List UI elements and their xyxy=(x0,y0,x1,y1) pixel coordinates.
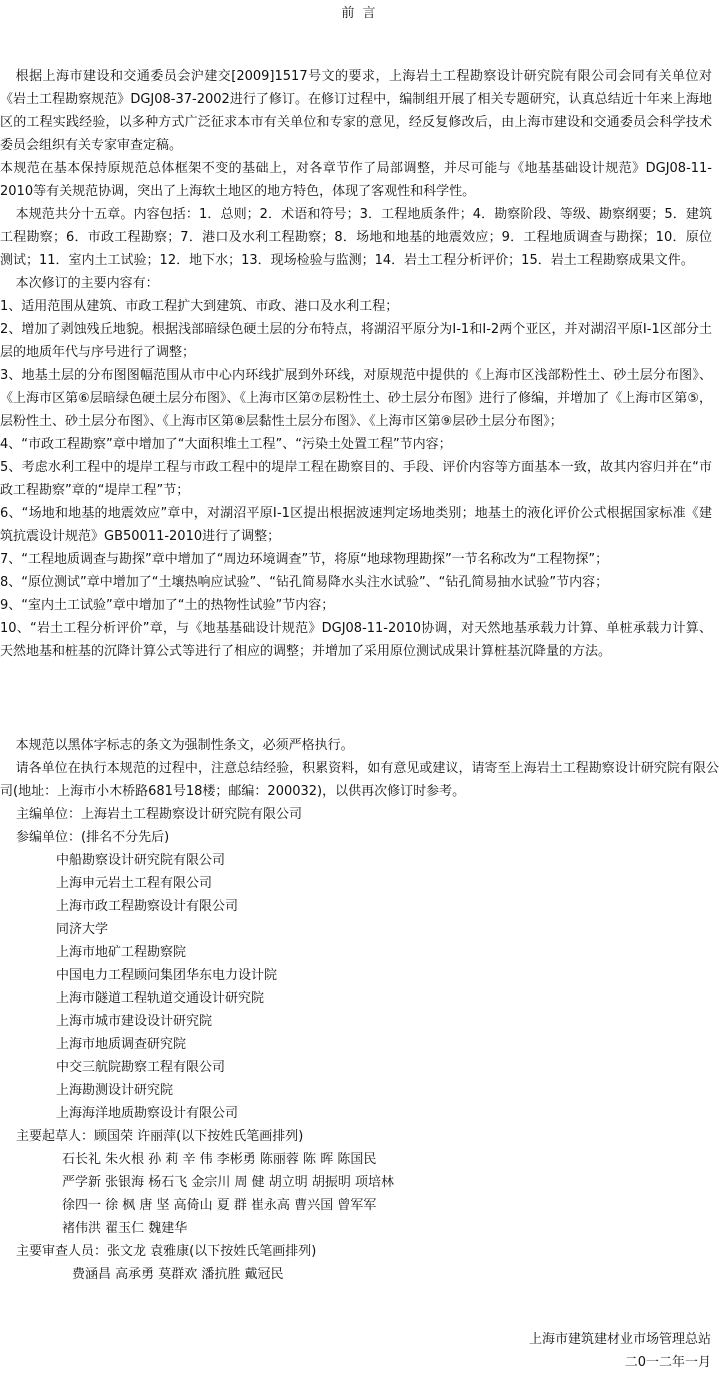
participating-unit: 上海市城市建设设计研究院 xyxy=(56,1014,213,1029)
revision-item: 3、地基土层的分布图图幅范围从市中心内环线扩展到外环线，对原规范中提供的《上海市区浅部粉性土、砂土层分布图》、《上海市区第⑥层暗绿色硬土层分布图》、《上海市区第⑦层粉性土、砂土层分布图》进行了修编，并增加了《上海市区第⑤，层粉性土、砂土层分布图》、《上海市区第⑧层黏性土层分布图》、《上海市区第⑨层砂土层分布图》； xyxy=(0,368,712,429)
participating-unit: 上海勘测设计研究院 xyxy=(56,1083,174,1098)
participating-unit: 中船勘察设计研究院有限公司 xyxy=(56,853,226,868)
participating-unit: 上海海洋地质勘察设计有限公司 xyxy=(56,1106,239,1121)
participating-unit: 上海市政工程勘察设计有限公司 xyxy=(56,899,239,914)
revision-item: 7、“工程地质调查与勘探”章中增加了“周边环境调查”节，将原“地球物理勘探”一节名称改为“工程物探”； xyxy=(0,552,609,567)
paragraph-revisions-intro: 本次修订的主要内容有： xyxy=(15,276,159,291)
chief-unit: 主编单位：上海岩土工程勘察设计研究院有限公司 xyxy=(16,807,303,822)
paragraph-chapters: 本规范共分十五章。内容包括：1．总则；2．术语和符号；3．工程地质条件；4．勘察阶段、等级、勘察纲要；5．建筑工程勘察；6．市政工程勘察；7．港口及水利工程勘察；8．场地和地基的地震效应；9．工程地质调查与勘探；10．原位测试；11．室内土工试验；12．地下水；13．现场检验与监测；14．岩土工程分析评价；15．岩土工程勘察成果文件。 xyxy=(0,207,712,268)
participating-units-list xyxy=(0,849,719,1125)
revision-item: 10、“岩土工程分析评价”章，与《地基基础设计规范》DGJ08-11-2010协调，对天然地基承载力计算、单桩承载力计算、天然地基和桩基的沉降计算公式等进行了相应的调整；并增加了采用原位测试成果计算桩基沉降量的方法。 xyxy=(0,621,712,659)
drafters-row: 褚伟洪 翟玉仁 魏建华 xyxy=(62,1221,188,1236)
mandatory-clause-note: 本规范以黑体字标志的条文为强制性条文，必须严格执行。 xyxy=(15,738,354,753)
revision-item: 1、适用范围从建筑、市政工程扩大到建筑、市政、港口及水利工程； xyxy=(0,299,399,314)
drafters-list xyxy=(0,1148,719,1240)
participating-units-label: 参编单位：(排名不分先后) xyxy=(16,830,170,845)
participating-unit: 上海市隧道工程轨道交通设计研究院 xyxy=(56,991,265,1006)
participating-unit: 中国电力工程顾问集团华东电力设计院 xyxy=(56,968,278,983)
paragraph-background: 根据上海市建设和交通委员会沪建交[2009]1517号文的要求，上海岩土工程勘察设计研究院有限公司会同有关单位对《岩土工程勘察规范》DGJ08-37-2002进行了修订。在修订过程中，编制组开展了相关专题研究，认真总结近十年来上海地区的工程实践经验，以多种方式广泛征求本市有关单位和专家的意见，经反复修改后，由上海市建设和交通委员会科学技术委员会组织有关专家审查定稿。 xyxy=(0,69,712,153)
issue-date: 二0一二年一月 xyxy=(624,1355,711,1370)
revision-item: 8、“原位测试”章中增加了“土壤热响应试验”、“钻孔简易降水头注水试验”、“钻孔简易抽水试验”节内容； xyxy=(0,575,609,590)
drafters-row: 严学新 张银海 杨石飞 金宗川 周 健 胡立明 胡振明 项培林 xyxy=(62,1175,395,1190)
issuer-name: 上海市建筑建材业市场管理总站 xyxy=(528,1332,711,1347)
page-title: 前 言 xyxy=(341,6,378,21)
participating-unit: 上海市地质调查研究院 xyxy=(56,1037,187,1052)
revision-item: 9、“室内土工试验”章中增加了“土的热物性试验”节内容； xyxy=(0,598,335,613)
drafters-row: 石长礼 朱火根 孙 莉 辛 伟 李彬勇 陈丽蓉 陈 晖 陈国民 xyxy=(62,1152,377,1167)
revision-item: 6、“场地和地基的地震效应”章中，对湖沼平原Ⅰ-1区提出根据波速判定场地类别；地基土的液化评价公式根据国家标准《建筑抗震设计规范》GB50011-2010进行了调整； xyxy=(0,506,712,544)
reviewers-label: 主要审查人员：张文龙 袁雅康(以下按姓氏笔画排列) xyxy=(16,1244,317,1259)
revision-item: 2、增加了剥蚀残丘地貌。根据浅部暗绿色硬土层的分布特点，将湖沼平原分为Ⅰ-1和Ⅰ-2两个亚区，并对湖沼平原Ⅰ-1区部分土层的地质年代与序号进行了调整； xyxy=(0,322,712,360)
participating-unit: 上海市地矿工程勘察院 xyxy=(56,945,187,960)
preface-body xyxy=(0,65,712,663)
reviewers-row: 费涵昌 高承勇 莫群欢 潘抗胜 戴冠民 xyxy=(72,1267,284,1282)
paragraph-framework: 本规范在基本保持原规范总体框架不变的基础上，对各章节作了局部调整，并尽可能与《地基基础设计规范》DGJ08-11-2010等有关规范协调，突出了上海软土地区的地方特色，体现了客观性和科学性。 xyxy=(0,161,712,199)
revision-item: 5、考虑水利工程中的堤岸工程与市政工程中的堤岸工程在勘察目的、手段、评价内容等方面基本一致，故其内容归并在“市政工程勘察”章的“堤岸工程”节； xyxy=(0,460,712,498)
revision-item: 4、“市政工程勘察”章中增加了“大面积堆土工程”、“污染土处置工程”节内容； xyxy=(0,437,452,452)
drafters-label: 主要起草人：顾国荣 许丽萍(以下按姓氏笔画排列) xyxy=(16,1129,304,1144)
participating-unit: 上海申元岩土工程有限公司 xyxy=(56,876,213,891)
feedback-note: 请各单位在执行本规范的过程中，注意总结经验，积累资料，如有意见或建议，请寄至上海岩土工程勘察设计研究院有限公司(地址：上海市小木桥路681号18楼；邮编：200032)，以供再次修订时参考。 xyxy=(0,761,719,799)
participating-unit: 同济大学 xyxy=(56,922,109,937)
drafters-row: 徐四一 徐 枫 唐 坚 高倚山 夏 群 崔永高 曹兴国 曾军军 xyxy=(62,1198,377,1213)
signature-block xyxy=(529,1328,711,1374)
credits-section xyxy=(0,734,719,1286)
participating-unit: 中交三航院勘察工程有限公司 xyxy=(56,1060,226,1075)
